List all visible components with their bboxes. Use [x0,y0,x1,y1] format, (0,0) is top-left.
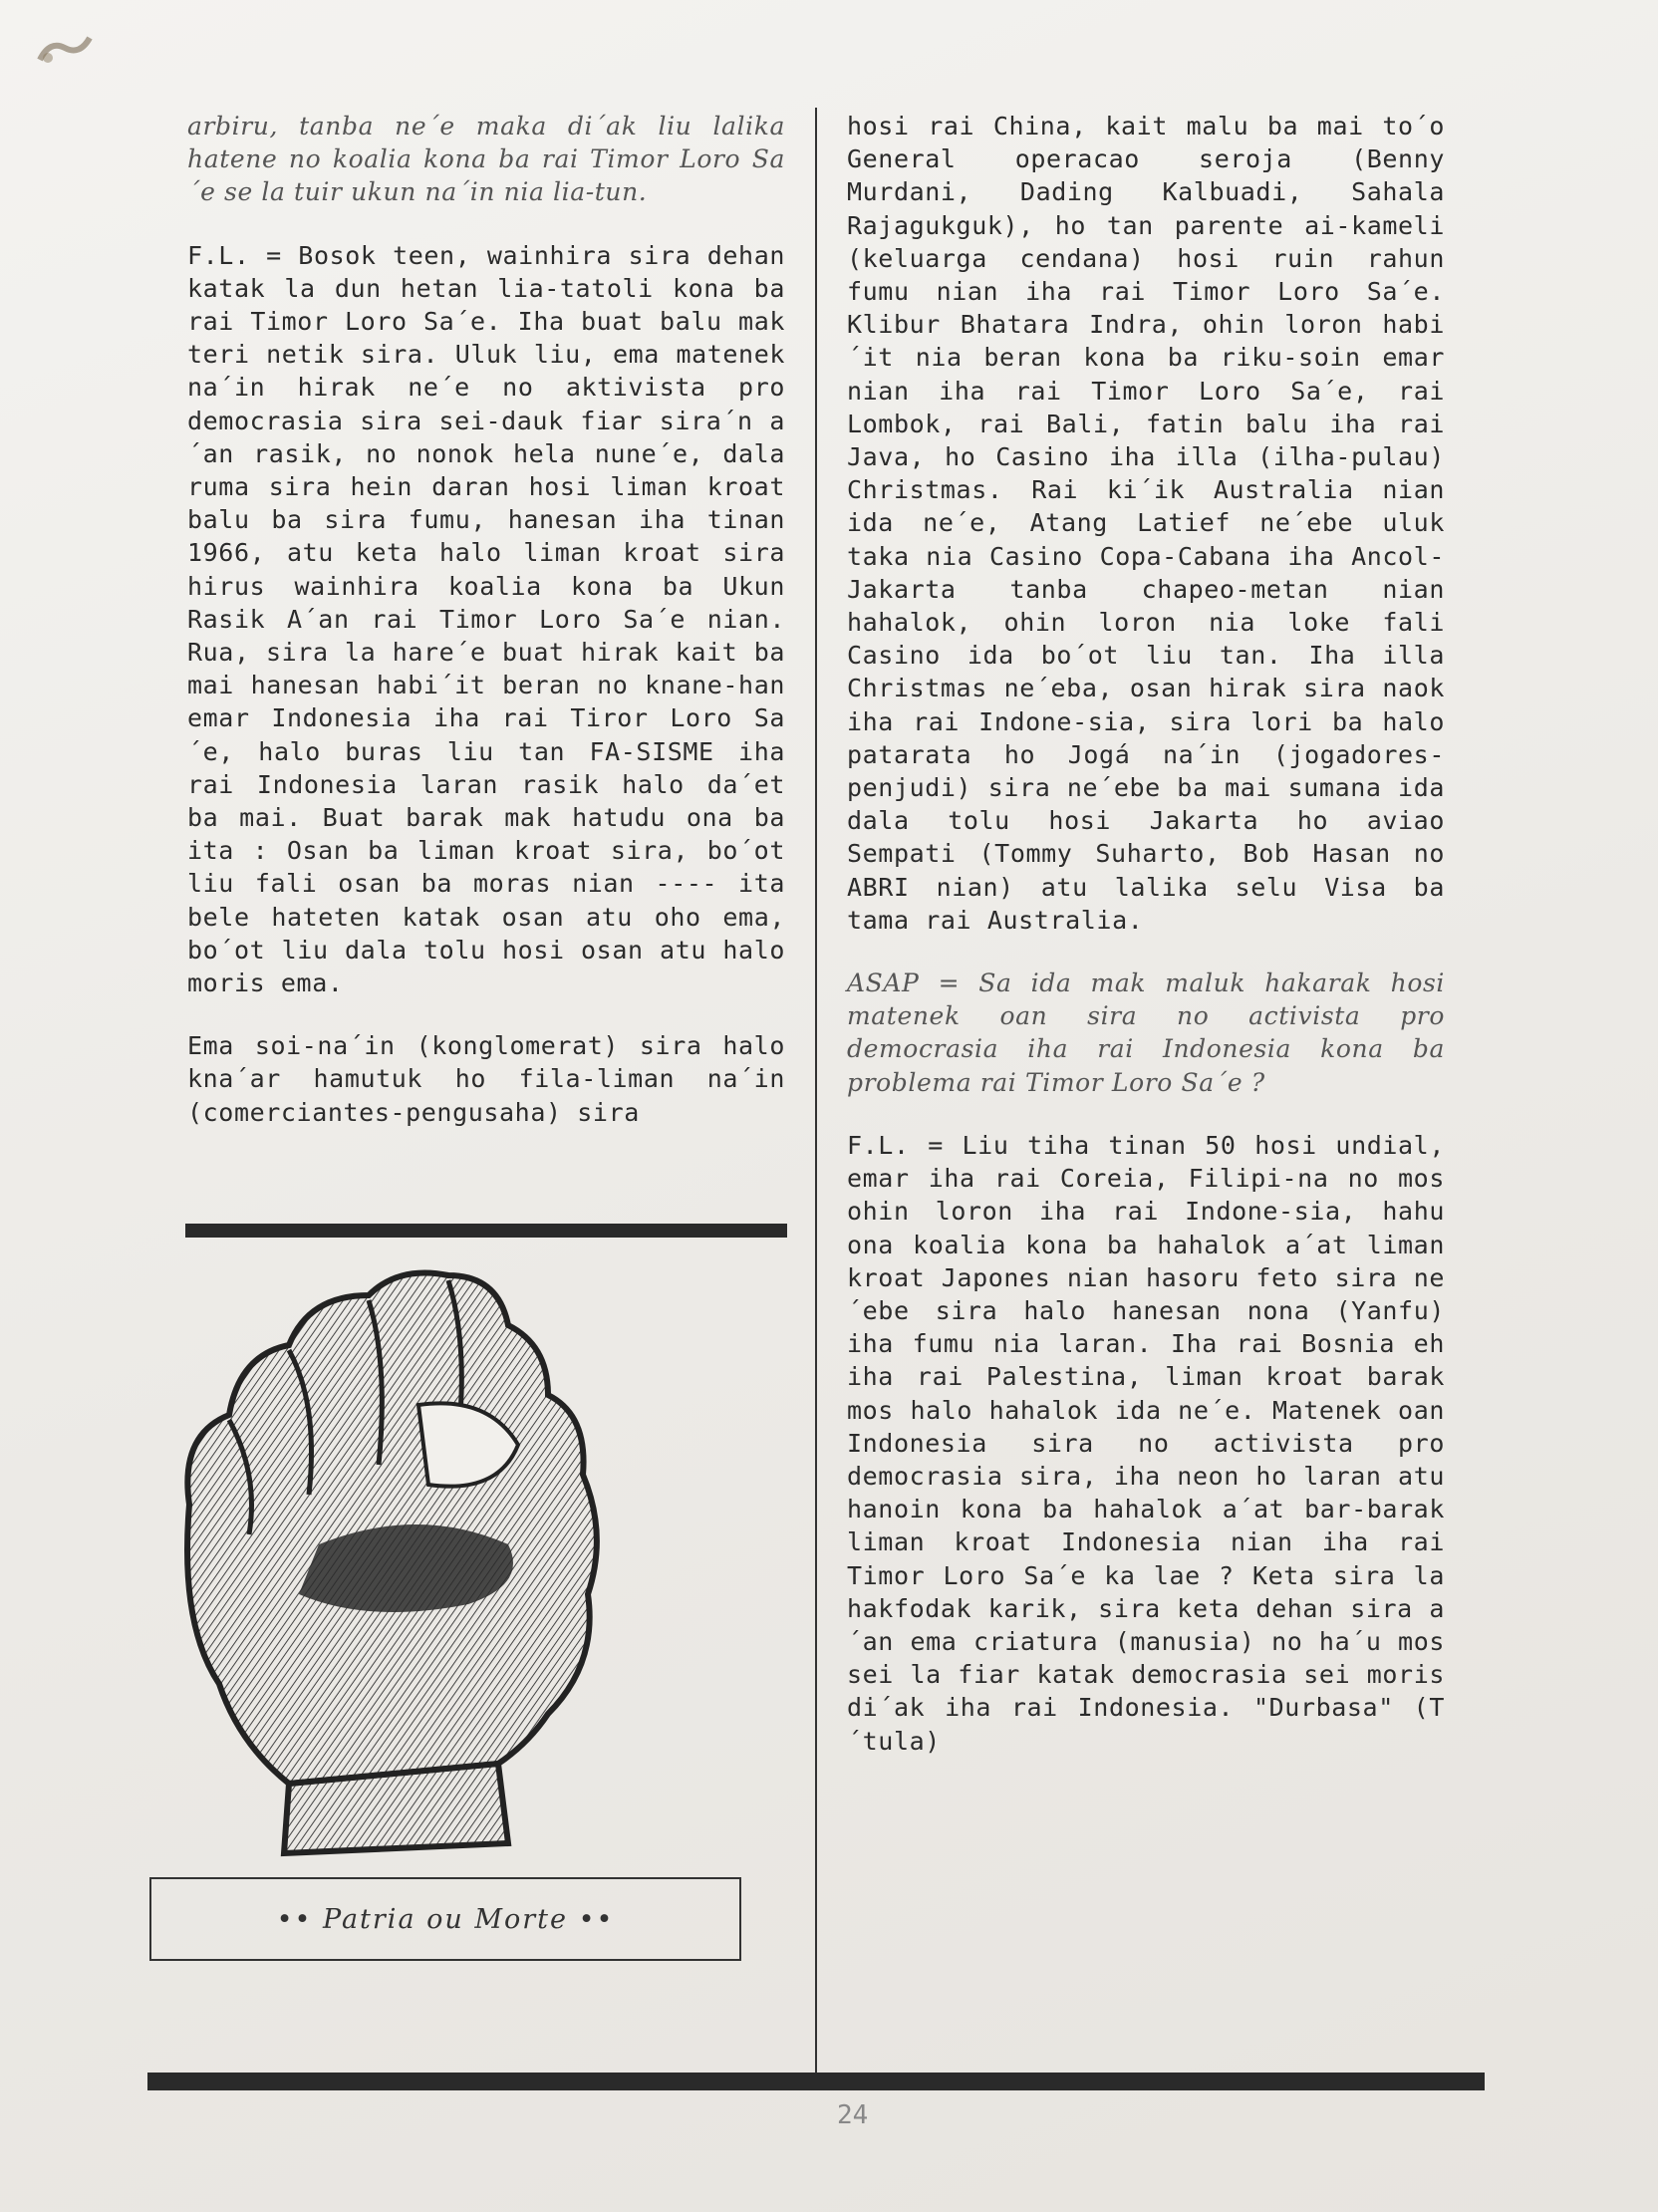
right-para-2: ASAP = Sa ida mak maluk hakarak hosi matenek oan sira no activista pro democrasia iha rai Indonesia kona ba problema rai Timor Loro Sa´e ? [847,968,1445,1097]
left-para-1: arbiru, tanba ne´e maka di´ak liu lalika hatene no koalia kona ba rai Timor Loro Sa´e se la tuir ukun na´in nia lia-tun. [187,112,785,207]
left-column [187,110,785,1159]
page-number: 24 [837,2100,869,2130]
caption-text: •• Patria ou Morte •• [276,1903,615,1935]
separator-bar-bottom [147,2073,1485,2090]
left-para-2: F.L. = Bosok teen, wainhira sira dehan katak la dun hetan lia-tatoli kona ba rai Timor Loro Sa´e. Iha buat balu mak teri netik sira. Uluk liu, ema matenek na´in hirak ne´e no aktivista pro democrasia sira sei-dauk fiar sira´n a´an rasik, no nonok hela nune´e, dala ruma sira hein daran hosi liman kroat balu ba sira fumu, hanesan iha tinan 1966, atu keta halo liman kroat sira hirus wainhira koalia kona ba Ukun Rasik A´an rai Timor Loro Sa´e nian. Rua, sira la hare´e buat hirak kait ba mai hanesan habi´it beran no knane-han emar Indonesia iha rai Tiror Loro Sa´e, halo buras liu tan FA-SISME iha rai Indonesia laran rasik halo da´et ba mai. Buat barak mak hatudu ona ba ita : Osan ba liman kroat sira, bo´ot liu fali osan ba moras nian ---- ita bele hateten katak osan atu oho ema, bo´ot liu dala tolu hosi osan atu halo moris ema. [187,240,785,998]
staple-mark-icon [30,20,100,80]
column-divider [815,108,817,2080]
caption-box [149,1877,741,1961]
right-column [847,110,1445,1788]
left-para-3: Ema soi-na´in (konglomerat) sira halo kna´ar hamutuk ho fila-liman na´in (comerciantes-pengusaha) sira [187,1031,785,1127]
right-para-1: hosi rai China, kait malu ba mai to´o General operacao seroja (Benny Murdani, Dading Kalbuadi, Sahala Rajagukguk), ho tan parente ai-kameli (keluarga cendana) hosi ruin rahun fumu nian iha rai Timor Loro Sa´e. Klibur Bhatara Indra, ohin loron habi´it nia beran kona ba riku-soin emar nian iha rai Timor Loro Sa´e, rai Lombok, rai Bali, fatin balu iha rai Java, ho Casino iha illa (ilha-pulau) Christmas. Rai ki´ik Australia nian ida ne´e, Atang Latief ne´ebe uluk taka nia Casino Copa-Cabana iha Ancol-Jakarta tanba chapeo-metan nian hahalok, ohin loron nia loke fali Casino ida bo´ot liu tan. Iha illa Christmas ne´eba, osan hirak sira naok iha rai Indone-sia, sira lori ba halo patarata ho Jogá na´in (jogadores-penjudi) sira ne´ebe ba mai sumana ida dala tolu hosi Jakarta ho aviao Sempati (Tommy Suharto, Bob Hasan no ABRI nian) atu lalika selu Visa ba tama rai Australia. [847,112,1445,935]
right-para-3: F.L. = Liu tiha tinan 50 hosi undial, emar iha rai Coreia, Filipi-na no mos ohin loron iha rai Indone-sia, hahu ona koalia kona ba hahalok a´at liman kroat Japones nian hasoru feto sira ne´ebe sira halo hanesan nona (Yanfu) iha fumu nia laran. Iha rai Bosnia eh iha rai Palestina, liman kroat barak mos halo hahalok ida ne´e. Matenek oan Indonesia sira no activista pro democrasia sira, iha neon ho laran atu hanoin kona ba hahalok a´at bar-barak liman kroat Indonesia nian iha rai Timor Loro Sa´e ka lae ? Keta sira la hakfodak karik, sira keta dehan sira a´an ema criatura (manusia) no ha´u mos sei la fiar katak democrasia sei moris di´ak iha rai Indonesia. "Durbasa" (T´tula) [847,1130,1445,1756]
raised-fist-icon [169,1245,638,1863]
separator-bar-top [185,1224,787,1238]
